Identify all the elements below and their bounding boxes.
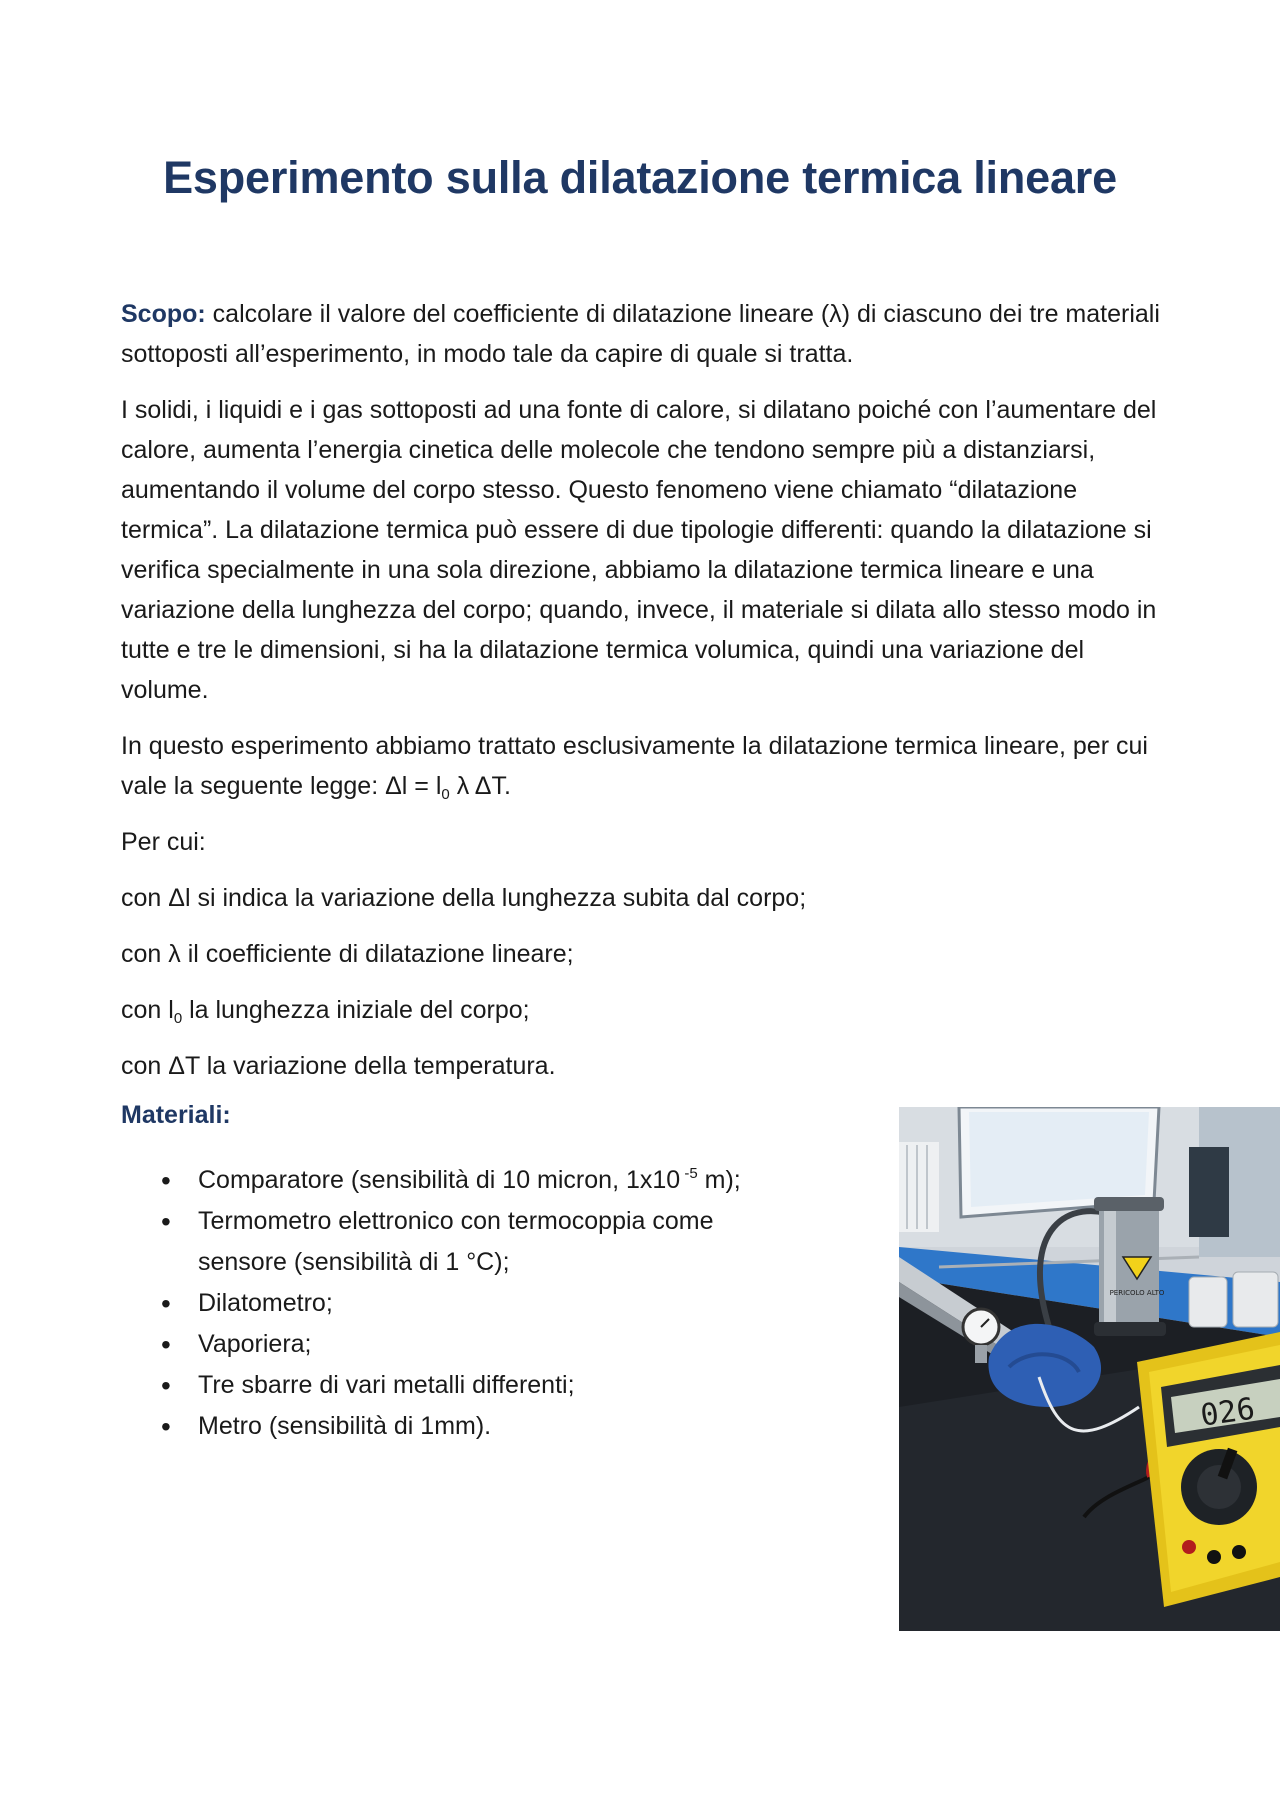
formula-part: λ ΔT. bbox=[449, 772, 511, 800]
definition-part: con l bbox=[121, 996, 174, 1024]
experiment-photo bbox=[899, 1107, 1280, 1631]
law-paragraph bbox=[121, 726, 1171, 806]
materials-title: Materiali: bbox=[121, 1101, 231, 1129]
intro-paragraph: I solidi, i liquidi e i gas sottoposti ad una fonte di calore, si dilatano poiché con l’aumentare del calore, aumenta l’energia cinetica delle molecole che tendono sempre più a distanziarsi, aumentando il volume del corpo stesso. Questo fenomeno viene chiamato “dilatazione termica”. La dilatazione termica può essere di due tipologie differenti: quando la dilatazione si verifica specialmente in una sola direzione, abbiamo la dilatazione termica lineare e una variazione della lunghezza del corpo; quando, invece, il materiale si dilata allo stesso modo in tutte e tre le dimensioni, si ha la dilatazione termica volumica, quindi una variazione del volume. bbox=[121, 396, 1157, 704]
list-item bbox=[121, 1160, 801, 1201]
definition-subscript: 0 bbox=[173, 1010, 183, 1027]
body-text bbox=[121, 294, 1171, 1102]
multimeter-display-value: 026 bbox=[1198, 1391, 1257, 1434]
formula-subscript: 0 bbox=[441, 786, 450, 803]
list-item: • Dilatometro; bbox=[121, 1283, 801, 1324]
law-text: In questo esperimento abbiamo trattato esclusivamente la dilatazione termica lineare, per cui vale la seguente legge: bbox=[121, 732, 1148, 800]
definition-line: con ΔT la variazione della temperatura. bbox=[121, 1052, 556, 1080]
per-cui-line: Per cui: bbox=[121, 828, 206, 856]
experiment-photo-illustration bbox=[899, 1107, 1280, 1631]
definition-part: la lunghezza iniziale del corpo; bbox=[182, 996, 530, 1024]
definition-line: con Δl si indica la variazione della lunghezza subita dal corpo; bbox=[121, 884, 807, 912]
materials-list bbox=[121, 1160, 801, 1447]
definition-line: con λ il coefficiente di dilatazione lineare; bbox=[121, 940, 574, 968]
list-item: • Vaporiera; bbox=[121, 1324, 801, 1365]
scopo-paragraph bbox=[121, 294, 1171, 374]
scopo-text: calcolare il valore del coefficiente di dilatazione lineare (λ) di ciascuno dei tre materiali sottoposti all’esperimento, in modo tale da capire di quale si tratta. bbox=[121, 300, 1160, 368]
definition-line bbox=[121, 990, 1171, 1030]
exponent: -5 bbox=[680, 1165, 698, 1182]
scopo-label: Scopo: bbox=[121, 300, 206, 328]
list-item: • Tre sbarre di vari metalli differenti; bbox=[121, 1365, 801, 1406]
sticker-text: PERICOLO ALTO bbox=[1109, 1289, 1165, 1297]
formula-part: Δl = l bbox=[385, 772, 442, 800]
item-text: m); bbox=[697, 1166, 741, 1194]
list-item: • Metro (sensibilità di 1mm). bbox=[121, 1406, 801, 1447]
item-text: Comparatore (sensibilità di 10 micron, 1x10 bbox=[198, 1166, 681, 1194]
list-item: • Termometro elettronico con termocoppia come sensore (sensibilità di 1 °C); bbox=[121, 1201, 801, 1283]
page-title: Esperimento sulla dilatazione termica lineare bbox=[163, 152, 1117, 203]
